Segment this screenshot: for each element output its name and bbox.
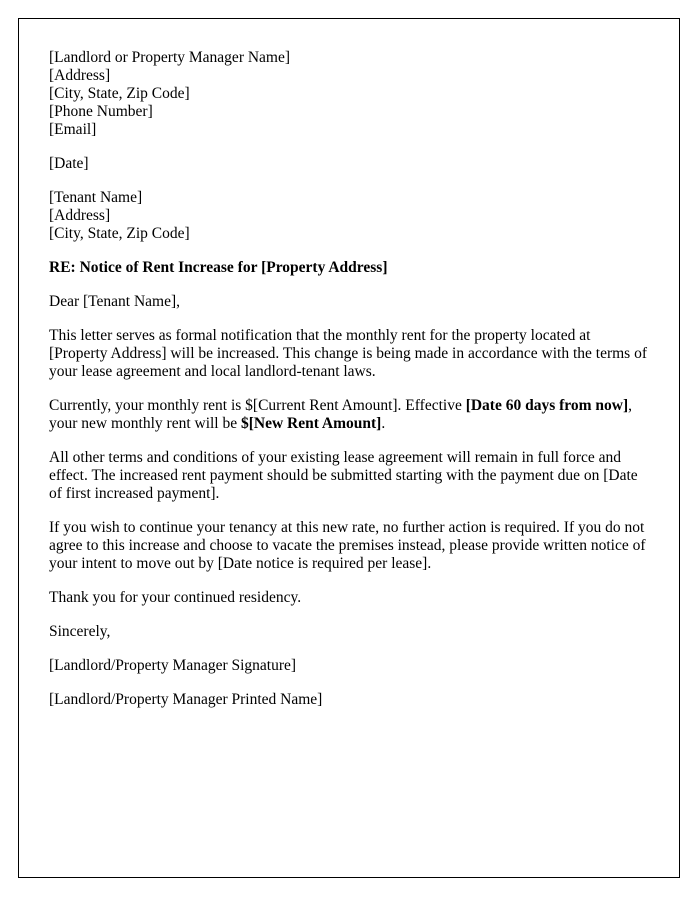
subject-line: RE: Notice of Rent Increase for [Property Address] (49, 259, 388, 276)
sender-name: [Landlord or Property Manager Name] (49, 49, 291, 66)
paragraph-terms: All other terms and conditions of your existing lease agreement will remain in full force and effect. The increased rent payment should be submitted starting with the payment due on [Date of first increased payment]. (49, 449, 638, 502)
paragraph-thanks: Thank you for your continued residency. (49, 589, 302, 606)
sender-block (49, 49, 651, 139)
recipient-name: [Tenant Name] (49, 189, 143, 206)
signature-line: [Landlord/Property Manager Signature] (49, 657, 297, 674)
paragraph-rent-amounts: Currently, your monthly rent is $[Current Rent Amount]. Effective [Date 60 days from now], your new monthly rent will be $[New Rent Amount]. (49, 397, 633, 432)
recipient-city-state-zip: [City, State, Zip Code] (49, 225, 190, 242)
sender-email: [Email] (49, 121, 97, 138)
recipient-block (49, 189, 651, 243)
paragraph-tenant-options: If you wish to continue your tenancy at this new rate, no further action is required. If you do not agree to this increase and choose to vacate the premises instead, please provide written notice of your intent to move out by [Date notice is required per lease]. (49, 519, 646, 572)
sender-city-state-zip: [City, State, Zip Code] (49, 85, 190, 102)
sender-address: [Address] (49, 67, 111, 84)
letter-page (18, 18, 680, 878)
recipient-address: [Address] (49, 207, 111, 224)
sender-phone: [Phone Number] (49, 103, 153, 120)
paragraph-notification: This letter serves as formal notification that the monthly rent for the property located at [Property Address] will be increased. This change is being made in accordance with the terms of your lease agreement and local landlord-tenant laws. (49, 327, 647, 380)
date-line: [Date] (49, 155, 89, 172)
salutation: Dear [Tenant Name], (49, 293, 181, 310)
printed-name-line: [Landlord/Property Manager Printed Name] (49, 691, 323, 708)
closing-line: Sincerely, (49, 623, 111, 640)
